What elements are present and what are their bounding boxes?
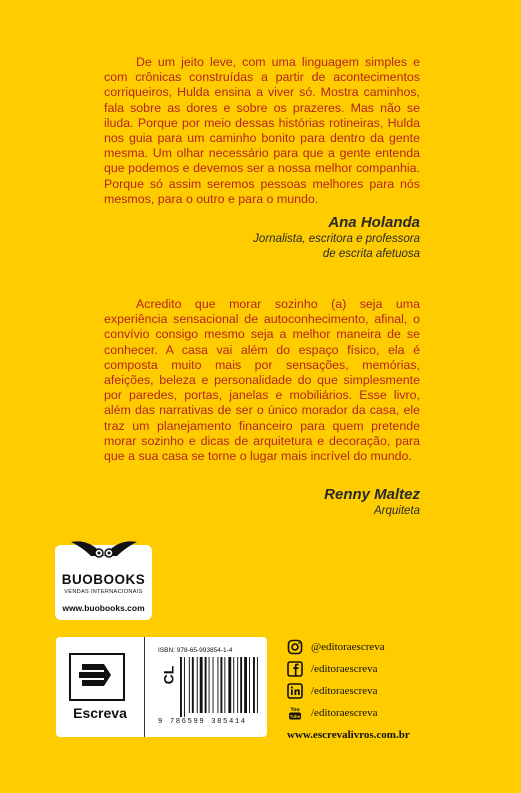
- barcode-bar: [217, 657, 218, 713]
- svg-text:You: You: [290, 707, 300, 713]
- buobooks-brand: BUOBOOKS: [61, 572, 146, 587]
- youtube-handle: /editoraescreva: [311, 707, 378, 719]
- author-name: Renny Maltez: [324, 486, 420, 503]
- facebook-icon: [287, 661, 303, 677]
- barcode-bar: [192, 657, 194, 713]
- instagram-handle: @editoraescreva: [311, 641, 385, 653]
- publisher-barcode-box: [56, 637, 267, 737]
- quote-renny-maltez: [104, 297, 420, 464]
- isbn-label: ISBN: 978-65-993854-1-4: [158, 647, 233, 654]
- quote-text: De um jeito leve, com uma linguagem simples e com crônicas construídas a partir de acontecimentos corriqueiros, Hulda ensina a viver só. Mostra caminhos, fala sobre as dores e sobre os prazeres. Mas não se iluda. Porque por meio dessas histórias rotineiras, Hulda nos guia para um caminho bonito para dentro da gente mesma. Um olhar necessário para que a gente entenda que podemos e devemos ser a nossa melhor companhia. Porque só assim seremos pessoas melhores para nós mesmos, para o outro e para o mundo.: [104, 55, 420, 206]
- divider: [144, 637, 145, 737]
- barcode-bar: [253, 657, 255, 713]
- author-block-ana: [253, 214, 420, 262]
- instagram-icon: [287, 639, 303, 655]
- barcode-bar: [249, 657, 250, 713]
- website-link[interactable]: www.escrevalivros.com.br: [287, 729, 410, 741]
- buobooks-badge: [55, 545, 152, 620]
- barcode-bar: [224, 657, 225, 713]
- barcode-bar: [257, 657, 258, 713]
- barcode-bar: [240, 657, 242, 713]
- isbn-digits: 9 786599 385414: [158, 718, 247, 726]
- publisher-name: Escreva: [73, 705, 127, 721]
- author-role: Jornalista, escritora e professora: [253, 233, 420, 245]
- barcode-bar: [213, 657, 214, 713]
- escreva-logo: [66, 653, 134, 723]
- linkedin-handle: /editoraescreva: [311, 685, 378, 697]
- barcode-bar: [233, 657, 234, 713]
- logo-frame: [69, 653, 125, 701]
- cl-mark: CL: [160, 665, 177, 685]
- owl-wings-icon: [69, 536, 139, 560]
- barcode-bar: [244, 657, 247, 713]
- barcode-bar: [237, 657, 238, 713]
- barcode-bar: [205, 657, 207, 713]
- youtube-icon: [287, 705, 303, 721]
- quote-ana-holanda: [104, 55, 420, 207]
- author-name: Ana Holanda: [328, 214, 420, 231]
- book-stack-icon: [71, 655, 122, 698]
- barcode-bar: [180, 657, 182, 717]
- barcode-bar: [220, 657, 222, 713]
- barcode-bar: [197, 657, 198, 713]
- author-role-2: de escrita afetuosa: [322, 248, 420, 260]
- barcode-bar: [209, 657, 210, 713]
- barcode-bar: [184, 657, 185, 717]
- barcode: [180, 657, 258, 717]
- author-role: Arquiteta: [373, 505, 420, 517]
- barcode-bar: [228, 657, 231, 713]
- linkedin-icon: [287, 683, 303, 699]
- buobooks-url: www.buobooks.com: [62, 603, 145, 613]
- facebook-handle: /editoraescreva: [311, 663, 378, 675]
- quote-text: Acredito que morar sozinho (a) seja uma experiência sensacional de autoconhecimento, afinal, o convívio consigo mesmo seja a melhor maneira de se conhecer. A casa vai além do espaço físico, ela é composta muito mais por sensações, memórias, afeições, beleza e personalidade do que simplesmente por paredes, portas, janelas e mobiliários. Esse livro, além das narrativas de ser o único morador da casa, ele traz um planejamento financeiro para quem pretende morar sozinho e dicas de arquitetura e decoração, para que a sua casa se torne o lugar mais incrível do mundo.: [104, 297, 420, 464]
- svg-text:Tube: Tube: [289, 714, 301, 719]
- barcode-bar: [200, 657, 203, 713]
- buobooks-subtitle: VENDAS INTERNACIONAIS: [64, 589, 143, 595]
- barcode-bar: [189, 657, 190, 713]
- author-block-renny: [324, 486, 420, 519]
